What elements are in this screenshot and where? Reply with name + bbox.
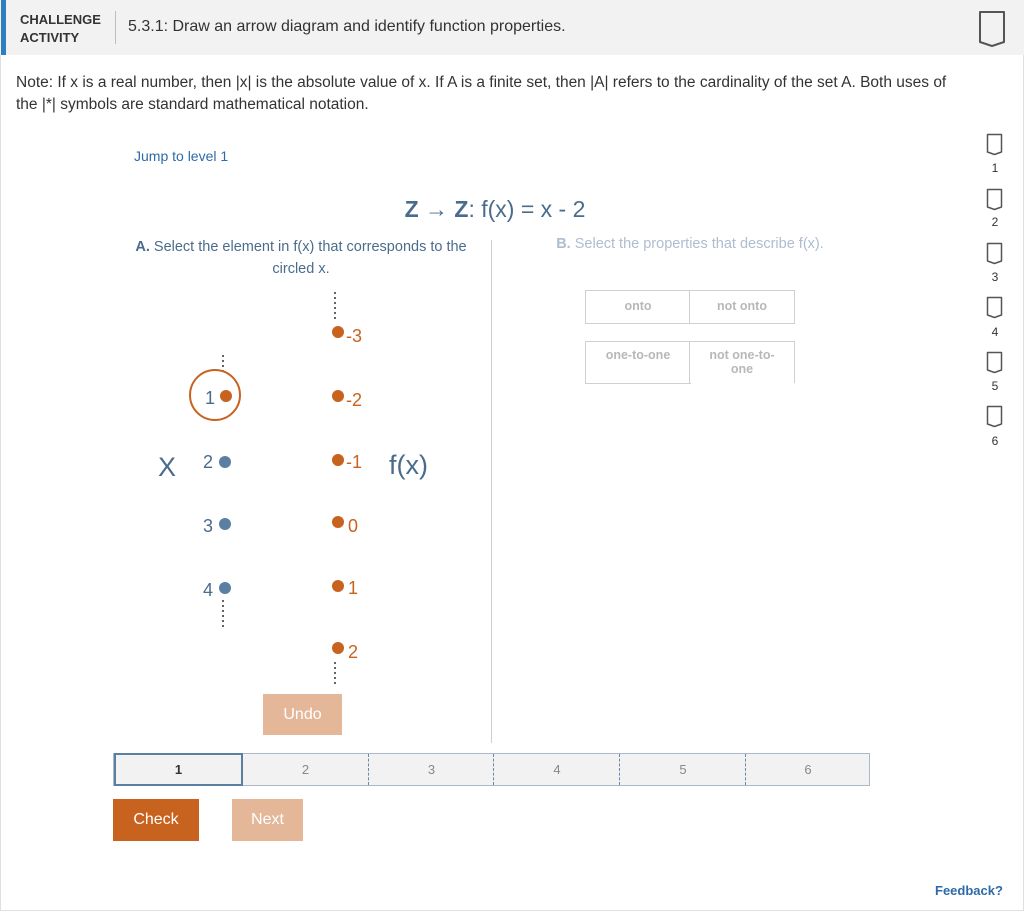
completion-chevron-icon xyxy=(978,10,1006,48)
level-tab-6[interactable]: 6 xyxy=(745,754,870,785)
domain-element-2: 2 xyxy=(203,452,214,472)
next-button[interactable]: Next xyxy=(232,799,303,841)
part-b-instruction: B. Select the properties that describe f(x). xyxy=(556,236,824,252)
level-1-chevron-icon xyxy=(986,133,1003,156)
onto-button[interactable]: onto xyxy=(585,290,691,324)
level-4-number: 4 xyxy=(991,325,999,339)
level-2-chevron-icon xyxy=(986,188,1003,211)
codomain-element-neg3: -3 xyxy=(346,326,363,346)
level-6-chevron-icon xyxy=(986,405,1003,428)
undo-button[interactable]: Undo xyxy=(263,694,342,735)
codomain-element-neg1: -1 xyxy=(346,452,363,472)
codomain-dot-1[interactable] xyxy=(332,580,344,592)
domain-dot-4[interactable] xyxy=(219,582,231,594)
codomain-bottom-ellipsis xyxy=(334,662,337,687)
level-1-number: 1 xyxy=(991,161,999,175)
level-5-number: 5 xyxy=(991,379,999,393)
section-divider xyxy=(491,240,492,743)
codomain-dot-0[interactable] xyxy=(332,516,344,528)
activity-title: 5.3.1: Draw an arrow diagram and identify function properties. xyxy=(128,18,566,35)
not-onto-button[interactable]: not onto xyxy=(689,290,795,324)
level-tab-1[interactable]: 1 xyxy=(114,753,243,786)
codomain-dot-2[interactable] xyxy=(332,642,344,654)
level-2-number: 2 xyxy=(991,215,999,229)
level-tab-4[interactable]: 4 xyxy=(493,754,620,785)
level-progress-bar xyxy=(113,753,870,786)
codomain-top-ellipsis xyxy=(334,292,337,322)
level-tab-2[interactable]: 2 xyxy=(301,762,310,777)
level-3-number: 3 xyxy=(991,270,999,284)
header-separator xyxy=(115,11,116,44)
domain-element-1: 1 xyxy=(205,388,216,408)
level-3-chevron-icon xyxy=(986,242,1003,265)
domain-element-3: 3 xyxy=(203,516,214,536)
domain-bottom-ellipsis xyxy=(222,600,225,630)
level-tab-5[interactable]: 5 xyxy=(619,754,746,785)
challenge-activity-label: CHALLENGE ACTIVITY xyxy=(20,12,101,45)
note-text: Note: If x is a real number, then |x| is the absolute value of x. If A is a finite set, then |A| refers to the cardinality of the set A. Both uses of the |*| symbols are standard mathematical notation. xyxy=(16,74,947,113)
header-accent-bar xyxy=(1,0,6,55)
codomain-dot-neg1[interactable] xyxy=(332,454,344,466)
codomain-dot-neg2[interactable] xyxy=(332,390,344,402)
domain-dot-2[interactable] xyxy=(219,456,231,468)
domain-dot-1[interactable] xyxy=(220,390,232,402)
codomain-dot-neg3[interactable] xyxy=(332,326,344,338)
one-to-one-button[interactable]: one-to-one xyxy=(585,341,691,384)
domain-element-4: 4 xyxy=(203,580,214,600)
domain-set-label: X xyxy=(158,452,177,482)
codomain-element-2: 2 xyxy=(348,642,359,662)
level-tab-3[interactable]: 3 xyxy=(368,754,494,785)
jump-to-level-link[interactable]: Jump to level 1 xyxy=(134,148,229,164)
codomain-set-label: f(x) xyxy=(389,450,428,480)
codomain-element-0: 0 xyxy=(348,516,359,536)
codomain-element-1: 1 xyxy=(348,578,359,598)
level-6-number: 6 xyxy=(991,434,999,448)
check-button[interactable]: Check xyxy=(113,799,199,841)
activity-header xyxy=(0,0,1024,55)
feedback-link[interactable]: Feedback? xyxy=(935,883,1003,898)
function-definition: Z → Z: f(x) = x - 2 xyxy=(404,196,586,222)
part-a-instruction: A. Select the element in f(x) that corresponds to the circled x. xyxy=(135,239,467,277)
not-one-to-one-button[interactable]: not one-to- one xyxy=(689,341,795,383)
codomain-element-neg2: -2 xyxy=(346,390,363,410)
domain-dot-3[interactable] xyxy=(219,518,231,530)
level-4-chevron-icon xyxy=(986,296,1003,319)
level-5-chevron-icon xyxy=(986,351,1003,374)
